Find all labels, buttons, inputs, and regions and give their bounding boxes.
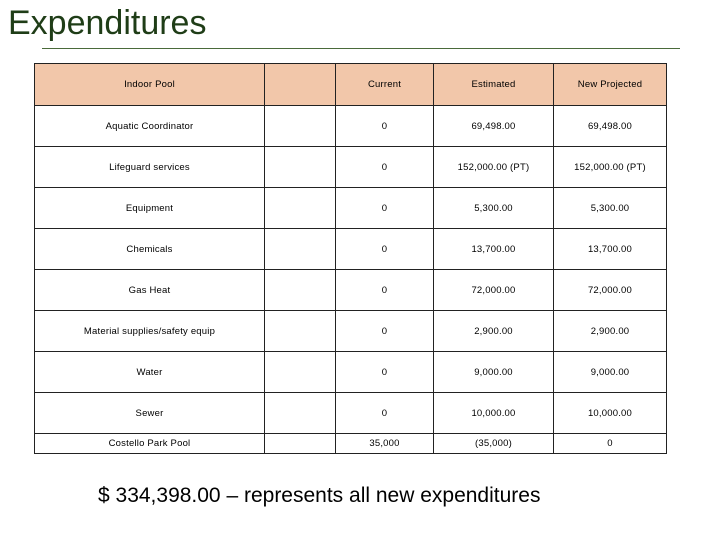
- table-cell: 35,000: [336, 434, 434, 454]
- table-cell: 2,900.00: [554, 311, 667, 352]
- table-cell: [265, 311, 336, 352]
- table-header-row: [35, 64, 667, 106]
- table-cell: [265, 393, 336, 434]
- table-row: [35, 311, 667, 352]
- table-cell: 9,000.00: [434, 352, 554, 393]
- table-row: [35, 352, 667, 393]
- table-cell: [265, 270, 336, 311]
- table-cell: [265, 352, 336, 393]
- header-cell: Indoor Pool: [35, 64, 265, 106]
- table-cell: 0: [336, 352, 434, 393]
- table-cell: Sewer: [35, 393, 265, 434]
- table-cell: 69,498.00: [434, 106, 554, 147]
- table-cell: 13,700.00: [434, 229, 554, 270]
- table-cell: 9,000.00: [554, 352, 667, 393]
- table-cell: Costello Park Pool: [35, 434, 265, 454]
- table-row: [35, 106, 667, 147]
- table-cell: [265, 106, 336, 147]
- table-cell: Material supplies/safety equip: [35, 311, 265, 352]
- table-cell: 0: [336, 311, 434, 352]
- table-row: [35, 270, 667, 311]
- table-cell: 0: [336, 229, 434, 270]
- table-row: [35, 229, 667, 270]
- table-cell: Lifeguard services: [35, 147, 265, 188]
- table-row: [35, 434, 667, 454]
- title-underline: [42, 48, 680, 49]
- table-cell: 13,700.00: [554, 229, 667, 270]
- header-cell: New Projected: [554, 64, 667, 106]
- table-cell: 0: [336, 393, 434, 434]
- header-cell: [265, 64, 336, 106]
- table-cell: 0: [554, 434, 667, 454]
- expenditures-table: [34, 63, 667, 454]
- table-cell: Chemicals: [35, 229, 265, 270]
- table-cell: 5,300.00: [554, 188, 667, 229]
- table-cell: 152,000.00 (PT): [554, 147, 667, 188]
- table-cell: 0: [336, 147, 434, 188]
- table-cell: 0: [336, 106, 434, 147]
- table-cell: [265, 188, 336, 229]
- table-cell: [265, 147, 336, 188]
- table-cell: 0: [336, 270, 434, 311]
- header-cell: Estimated: [434, 64, 554, 106]
- table-cell: Water: [35, 352, 265, 393]
- table-cell: [265, 434, 336, 454]
- table-cell: Gas Heat: [35, 270, 265, 311]
- table-cell: (35,000): [434, 434, 554, 454]
- page-title: Expenditures: [8, 4, 207, 42]
- table-cell: Aquatic Coordinator: [35, 106, 265, 147]
- table-cell: Equipment: [35, 188, 265, 229]
- table-cell: 2,900.00: [434, 311, 554, 352]
- table-row: [35, 147, 667, 188]
- summary-text: $ 334,398.00 – represents all new expenditures: [98, 484, 541, 507]
- table-cell: [265, 229, 336, 270]
- table-cell: 152,000.00 (PT): [434, 147, 554, 188]
- table-row: [35, 188, 667, 229]
- table-cell: 5,300.00: [434, 188, 554, 229]
- table-cell: 72,000.00: [434, 270, 554, 311]
- table-cell: 72,000.00: [554, 270, 667, 311]
- table-cell: 69,498.00: [554, 106, 667, 147]
- table-cell: 10,000.00: [554, 393, 667, 434]
- header-cell: Current: [336, 64, 434, 106]
- table-row: [35, 393, 667, 434]
- table-cell: 10,000.00: [434, 393, 554, 434]
- table-cell: 0: [336, 188, 434, 229]
